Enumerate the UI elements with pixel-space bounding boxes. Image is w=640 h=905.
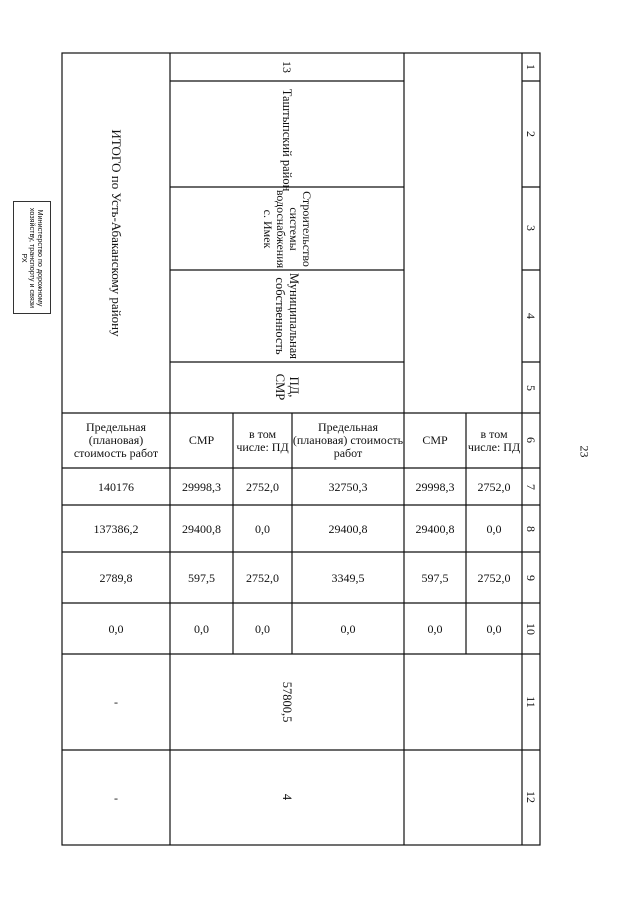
table-cell: 0,0 [108,621,124,636]
table-cell: 597,5 [421,570,449,585]
row-number-10: 10 [524,623,539,635]
table-cell: 2752,0 [246,479,279,494]
table-cell: 0,0 [255,621,270,636]
object-name: Строительство системы водоснабжения с. Имек [261,189,314,269]
row-number-1: 1 [524,64,539,70]
ownership-type: Муниципальная собственность [273,272,301,360]
table-cell: 29400,8 [182,521,221,536]
header-planned-cost-2: Предельная (плановая) стоимость работ [292,420,404,460]
row-number-3: 3 [524,225,539,231]
header-planned-cost-1: Предельная (плановая) стоимость работ [73,420,159,460]
row-number-8: 8 [524,526,539,532]
header-smr-2: СМР [422,433,448,447]
table-cell: 2752,0 [477,570,511,585]
work-type: ПД, СМР [273,373,301,401]
total-label: ИТОГО по Усть-Абаканскому району [109,129,124,337]
table-cell-dash: - [114,695,118,709]
ministry-stamp [13,201,51,314]
district-name: Таштыпский район [280,88,295,192]
item-number: 13 [280,61,295,73]
stamp-text: Министерство по дорожному хозяйству, транспорту и связи РХ [20,207,45,308]
table-cell: 32750,3 [328,479,368,494]
table-cell: 2752,0 [246,570,279,585]
table-cell-dash: - [114,790,118,805]
merged-value-row12: 4 [280,793,295,801]
header-smr-1: СМР [188,433,215,447]
table-cell: 29400,8 [328,521,368,536]
header-pd-1: в том числе: ПД [236,426,289,454]
row-number-7: 7 [524,484,539,490]
merged-value-row11: 57800,5 [280,681,295,723]
row-number-2: 2 [524,131,539,137]
header-pd-2: в том числе: ПД [467,426,521,454]
row-number-6: 6 [524,437,539,443]
table-cell: 0,0 [486,621,502,636]
table-cell: 0,0 [486,521,502,536]
table-cell: 597,5 [188,570,215,585]
table-cell: 29998,3 [415,479,455,494]
page-number: 23 [577,445,592,458]
table-cell: 2789,8 [99,570,133,585]
row-number-5: 5 [524,385,539,391]
table-cell: 140176 [98,479,134,494]
table-cell: 3349,5 [331,570,365,585]
table-cell: 2752,0 [477,479,511,494]
table-cell: 0,0 [194,621,209,636]
table-cell: 137386,2 [93,521,139,536]
table-cell: 0,0 [427,621,443,636]
table-cell: 0,0 [255,521,270,536]
row-number-11: 11 [524,696,539,708]
table-cell: 0,0 [340,621,356,636]
row-number-4: 4 [524,313,539,319]
row-number-12: 12 [524,791,539,803]
table-cell: 29998,3 [182,479,221,494]
row-number-9: 9 [524,575,539,581]
table-cell: 29400,8 [415,521,455,536]
